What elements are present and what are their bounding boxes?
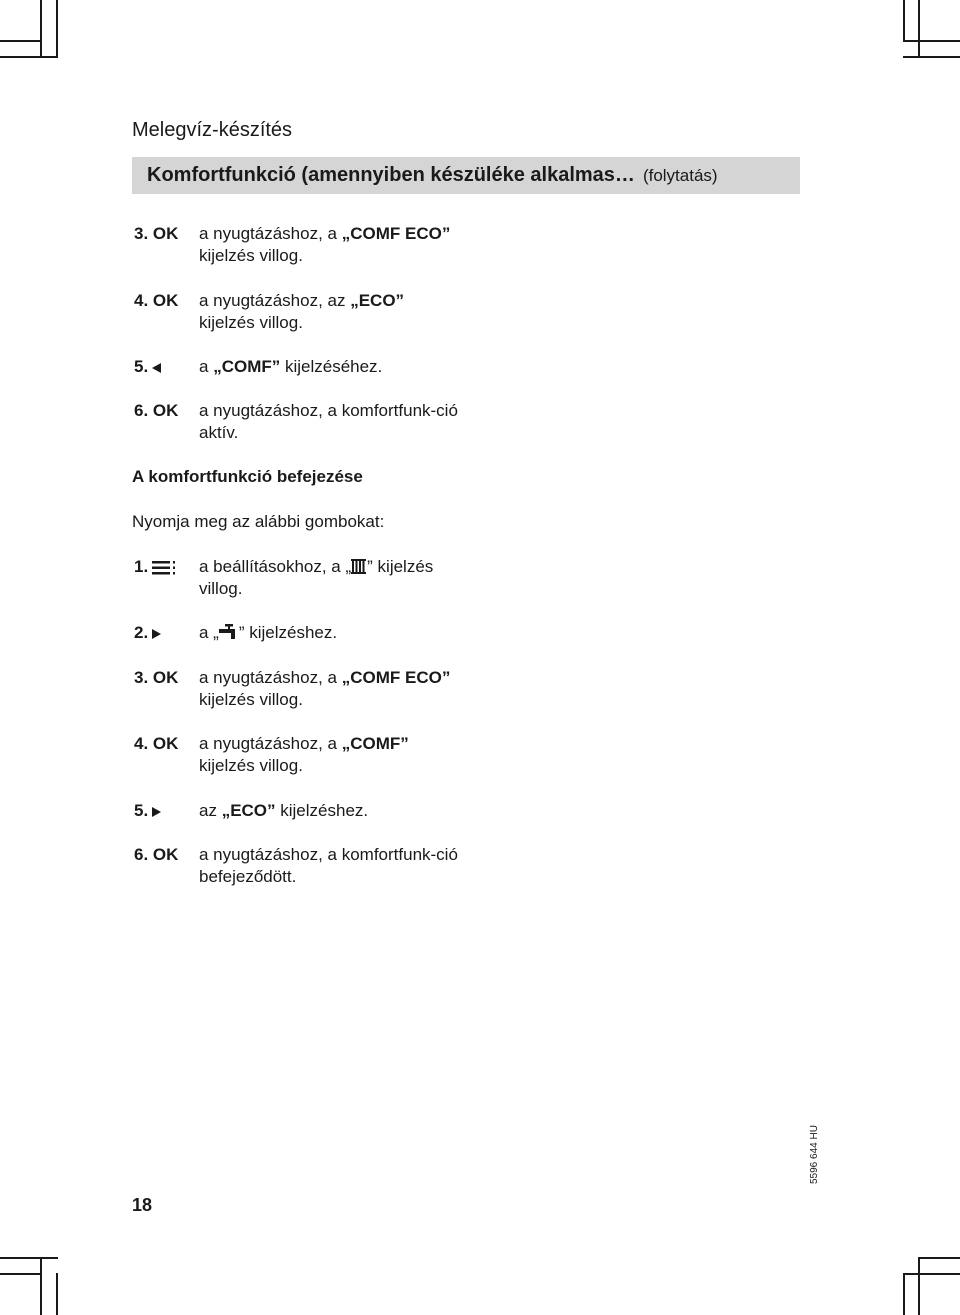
display-label: „COMF” bbox=[213, 357, 281, 376]
display-label: „ECO” bbox=[221, 801, 276, 820]
step-text: a nyugtázáshoz, a bbox=[199, 668, 342, 687]
ok-key: OK bbox=[152, 291, 179, 310]
step-number: 4. bbox=[134, 734, 149, 753]
step-text: kijelzés villog. bbox=[199, 313, 303, 332]
step-text: a beállításokhoz, a „ bbox=[199, 557, 352, 576]
step-text: kijelzés villog. bbox=[199, 690, 303, 709]
step-text: a nyugtázáshoz, a bbox=[199, 734, 342, 753]
triangle-right-icon bbox=[152, 629, 161, 639]
section-heading: A komfortfunkció befejezése bbox=[132, 467, 363, 486]
triangle-left-icon bbox=[152, 363, 161, 373]
step-text: a bbox=[199, 357, 214, 376]
step-number: 3. bbox=[134, 668, 149, 687]
step-text: ” kijelzés villog. bbox=[199, 557, 434, 598]
document-code: 5596 644 HU bbox=[809, 1125, 820, 1184]
step-text: a nyugtázáshoz, az bbox=[199, 291, 351, 310]
step-number: 3. bbox=[134, 224, 149, 243]
step-text: kijelzés villog. bbox=[199, 246, 303, 265]
step-6-ok bbox=[132, 400, 472, 444]
step-text: a nyugtázáshoz, a bbox=[199, 224, 342, 243]
display-label: „COMF” bbox=[341, 734, 409, 753]
ok-key: OK bbox=[152, 734, 179, 753]
intro-text: Nyomja meg az alábbi gombokat: bbox=[132, 512, 385, 531]
step-4-ok bbox=[132, 290, 472, 334]
step-text: kijelzéshez. bbox=[275, 801, 369, 820]
ok-key: OK bbox=[152, 401, 179, 420]
page-number: 18 bbox=[132, 1195, 153, 1215]
step-text: a nyugtázáshoz, a komfortfunk-ció aktív. bbox=[199, 401, 458, 442]
step-number: 4. bbox=[134, 291, 149, 310]
step-5-right-end bbox=[132, 800, 472, 822]
step-6-ok-end bbox=[132, 844, 472, 888]
step-text: a „ bbox=[199, 623, 219, 642]
step-text: a nyugtázáshoz, a komfortfunk-ció befejeződött. bbox=[199, 845, 458, 886]
step-number: 6. bbox=[134, 401, 149, 420]
step-text: kijelzéséhez. bbox=[280, 357, 383, 376]
step-text: ” kijelzéshez. bbox=[238, 623, 338, 642]
ok-key: OK bbox=[152, 845, 179, 864]
triangle-right-icon bbox=[152, 807, 161, 817]
step-4-ok-end bbox=[132, 733, 472, 777]
step-number: 2. bbox=[134, 623, 149, 642]
step-2-right bbox=[132, 622, 472, 644]
section-banner bbox=[132, 157, 800, 194]
step-3-ok-end bbox=[132, 667, 472, 711]
step-1-menu bbox=[132, 556, 472, 600]
display-label: „COMF ECO” bbox=[341, 668, 451, 687]
step-text: kijelzés villog. bbox=[199, 756, 303, 775]
step-number: 5. bbox=[134, 357, 149, 376]
step-number: 5. bbox=[134, 801, 149, 820]
banner-title: Komfortfunkció (amennyiben készüléke alkalmas… bbox=[147, 164, 635, 186]
step-text: az bbox=[199, 801, 222, 820]
step-5-left bbox=[132, 356, 472, 378]
section-title: Melegvíz-készítés bbox=[132, 119, 293, 141]
step-number: 6. bbox=[134, 845, 149, 864]
step-3-ok bbox=[132, 223, 472, 267]
ok-key: OK bbox=[152, 668, 179, 687]
banner-continuation: (folytatás) bbox=[642, 165, 718, 185]
menu-icon bbox=[152, 560, 178, 576]
faucet-icon bbox=[219, 624, 239, 640]
ok-key: OK bbox=[152, 224, 179, 243]
step-number: 1. bbox=[134, 557, 149, 576]
display-label: „COMF ECO” bbox=[341, 224, 451, 243]
radiator-icon bbox=[351, 559, 367, 574]
display-label: „ECO” bbox=[350, 291, 405, 310]
